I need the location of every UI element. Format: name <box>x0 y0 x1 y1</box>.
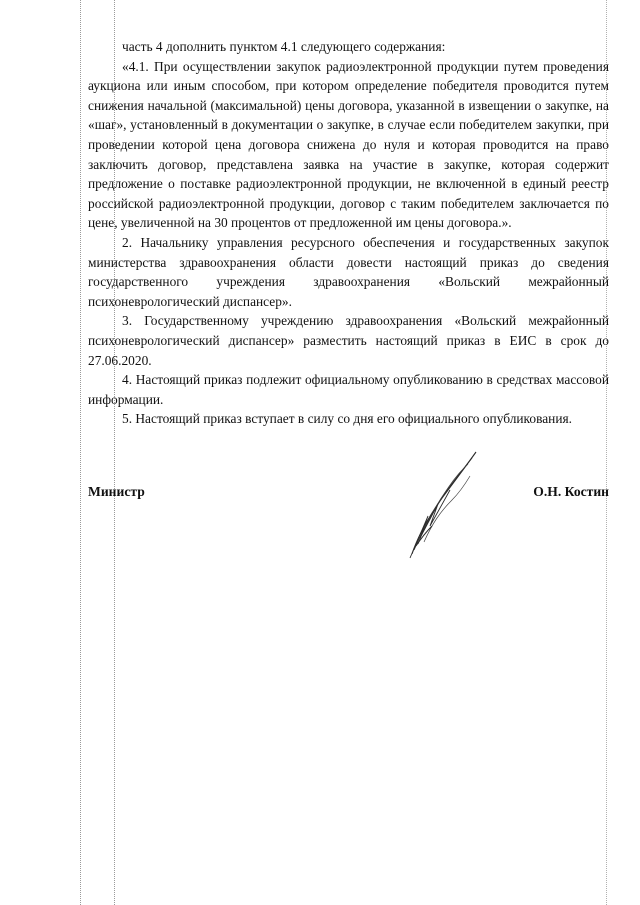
paragraph-intro: часть 4 дополнить пунктом 4.1 следующего содержания: <box>122 39 446 54</box>
handwritten-signature <box>398 446 482 560</box>
paragraph-item-3: 3. Государственному учреждению здравоохранения «Вольский межрайонный психоневрологический диспансер» разместить настоящий приказ в ЕИС в срок до 27.06.2020. <box>88 313 609 368</box>
document-body <box>88 37 609 429</box>
signatory-role: Министр <box>88 484 145 499</box>
signatory-name: О.Н. Костин <box>533 484 609 499</box>
paragraph-item-5: 5. Настоящий приказ вступает в силу со дня его официального опубликования. <box>122 411 572 427</box>
scan-fold-line-left <box>80 0 81 905</box>
paragraph-clause-4-1: «4.1. При осуществлении закупок радиоэлектронной продукции путем проведения аукциона или иным способом, при котором определение победителя проводится путем снижения начальной (максимальной) цены договора, указанной в извещении о закупке, на «шаг», установленный в документации о закупке, в случае если победителем закупки, при проведении которой цена договора снижена до нуля и которая проводится на право заключить договор, представлена заявка на участие в закупке, которая содержит предложение о поставке радиоэлектронной продукции, не включенной в единый реестр российской радиоэлектронной продукции, договор с таким победителем заключается по цене, увеличенной на 30 процентов от предложенной им цены договора.». <box>88 58 609 231</box>
paragraph-item-4: 4. Настоящий приказ подлежит официальному опубликованию в средствах массовой информации. <box>88 372 609 407</box>
signature-block <box>88 484 609 508</box>
paragraph-item-2: 2. Начальнику управления ресурсного обеспечения и государственных закупок министерства здравоохранения области довести настоящий приказ до сведения государственного учреждения здравоохранения «Вольский межрайонный психоневрологический диспансер». <box>88 234 609 309</box>
